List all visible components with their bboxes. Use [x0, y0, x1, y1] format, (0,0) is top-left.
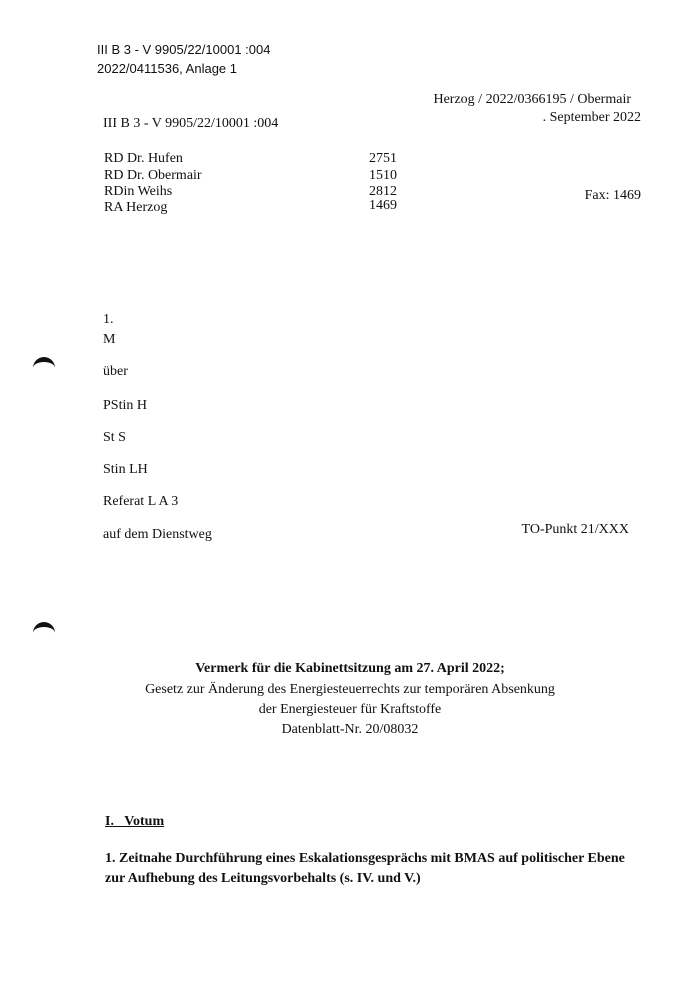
routing-item: PStin H	[103, 398, 147, 413]
punch-hole-mark	[33, 357, 55, 379]
contact-extension: 1469	[369, 198, 397, 213]
contact-name: RA Herzog	[104, 200, 168, 215]
subject-line: der Energiesteuer für Kraftstoffe	[258, 702, 442, 717]
subject-title: Vermerk für die Kabinettsitzung am 27. April 2022;	[195, 661, 505, 676]
contact-name: RDin Weihs	[104, 184, 173, 199]
punch-hole-mark	[33, 622, 55, 644]
subject-line: Gesetz zur Änderung des Energiesteuerrechts zur temporären Absenkung	[145, 682, 555, 697]
date-line: . September 2022	[542, 110, 641, 125]
contact-name: RD Dr. Obermair	[104, 168, 202, 183]
contact-name: RD Dr. Hufen	[104, 151, 183, 166]
routing-item: Stin LH	[103, 462, 148, 477]
stamp-document-number: 2022/0411536, Anlage 1	[97, 61, 238, 76]
votum-item-line: zur Aufhebung des Leitungsvorbehalts (s. IV. und V.)	[105, 871, 421, 886]
contact-extension: 2751	[369, 151, 397, 166]
to-punkt: TO-Punkt 21/XXX	[521, 522, 629, 537]
routing-item: über	[103, 364, 128, 379]
routing-number: 1.	[103, 312, 114, 327]
routing-item: M	[103, 332, 116, 347]
datasheet-number: Datenblatt-Nr. 20/08032	[281, 722, 419, 737]
routing-item: St S	[103, 430, 126, 445]
author-line: Herzog / 2022/0366195 / Obermair	[433, 92, 631, 107]
stamp-reference: III B 3 - V 9905/22/10001 :004	[97, 42, 271, 57]
file-reference: III B 3 - V 9905/22/10001 :004	[103, 116, 279, 131]
routing-item: Referat L A 3	[103, 494, 179, 509]
section-heading: I. Votum	[105, 814, 165, 829]
routing-item: auf dem Dienstweg	[103, 527, 212, 542]
fax-number: Fax: 1469	[584, 188, 641, 203]
votum-item-line: 1. Zeitnahe Durchführung eines Eskalationsgesprächs mit BMAS auf politischer Ebene	[105, 851, 625, 866]
contact-extension: 1510	[369, 168, 397, 183]
contact-extension: 2812	[369, 184, 397, 199]
